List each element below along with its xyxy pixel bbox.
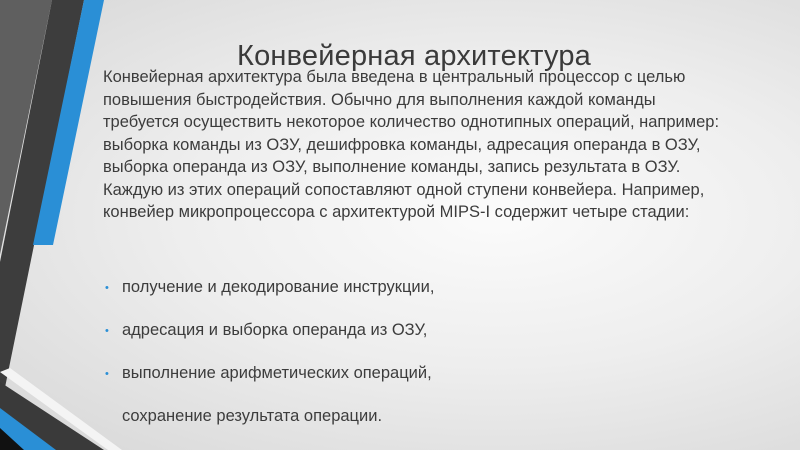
bullet-text: получение и декодирование инструкции, (122, 278, 435, 296)
list-item (105, 321, 434, 364)
bullet-marker: • (105, 282, 109, 294)
bullet-marker: • (105, 368, 109, 380)
bullet-text: выполнение арифметических операций, (122, 364, 432, 382)
bullet-list (105, 278, 434, 450)
list-item (105, 278, 434, 321)
list-item (105, 364, 434, 407)
body-paragraph: Конвейерная архитектура была введена в центральный процессор с целью повышения быстродействия. Обычно для выполнения каждой команды требуется осуществить некоторое количество однотипных операций, например: выборка команды из ОЗУ, дешифровка команды, адресация операнда в ОЗУ, выборка операнда из ОЗУ, выполнение команды, запись результата в ОЗУ. Каждую из этих операций сопоставляют одной ступени конвейера. Например, конвейер микропроцессора с архитектурой MIPS-I содержит четыре стадии: (103, 68, 720, 221)
list-item (105, 407, 434, 450)
bullet-text: адресация и выборка операнда из ОЗУ, (122, 321, 428, 339)
bullet-text: сохранение результата операции. (122, 407, 383, 425)
bullet-marker: • (105, 325, 109, 337)
slide-title: Конвейерная архитектура (237, 40, 591, 72)
